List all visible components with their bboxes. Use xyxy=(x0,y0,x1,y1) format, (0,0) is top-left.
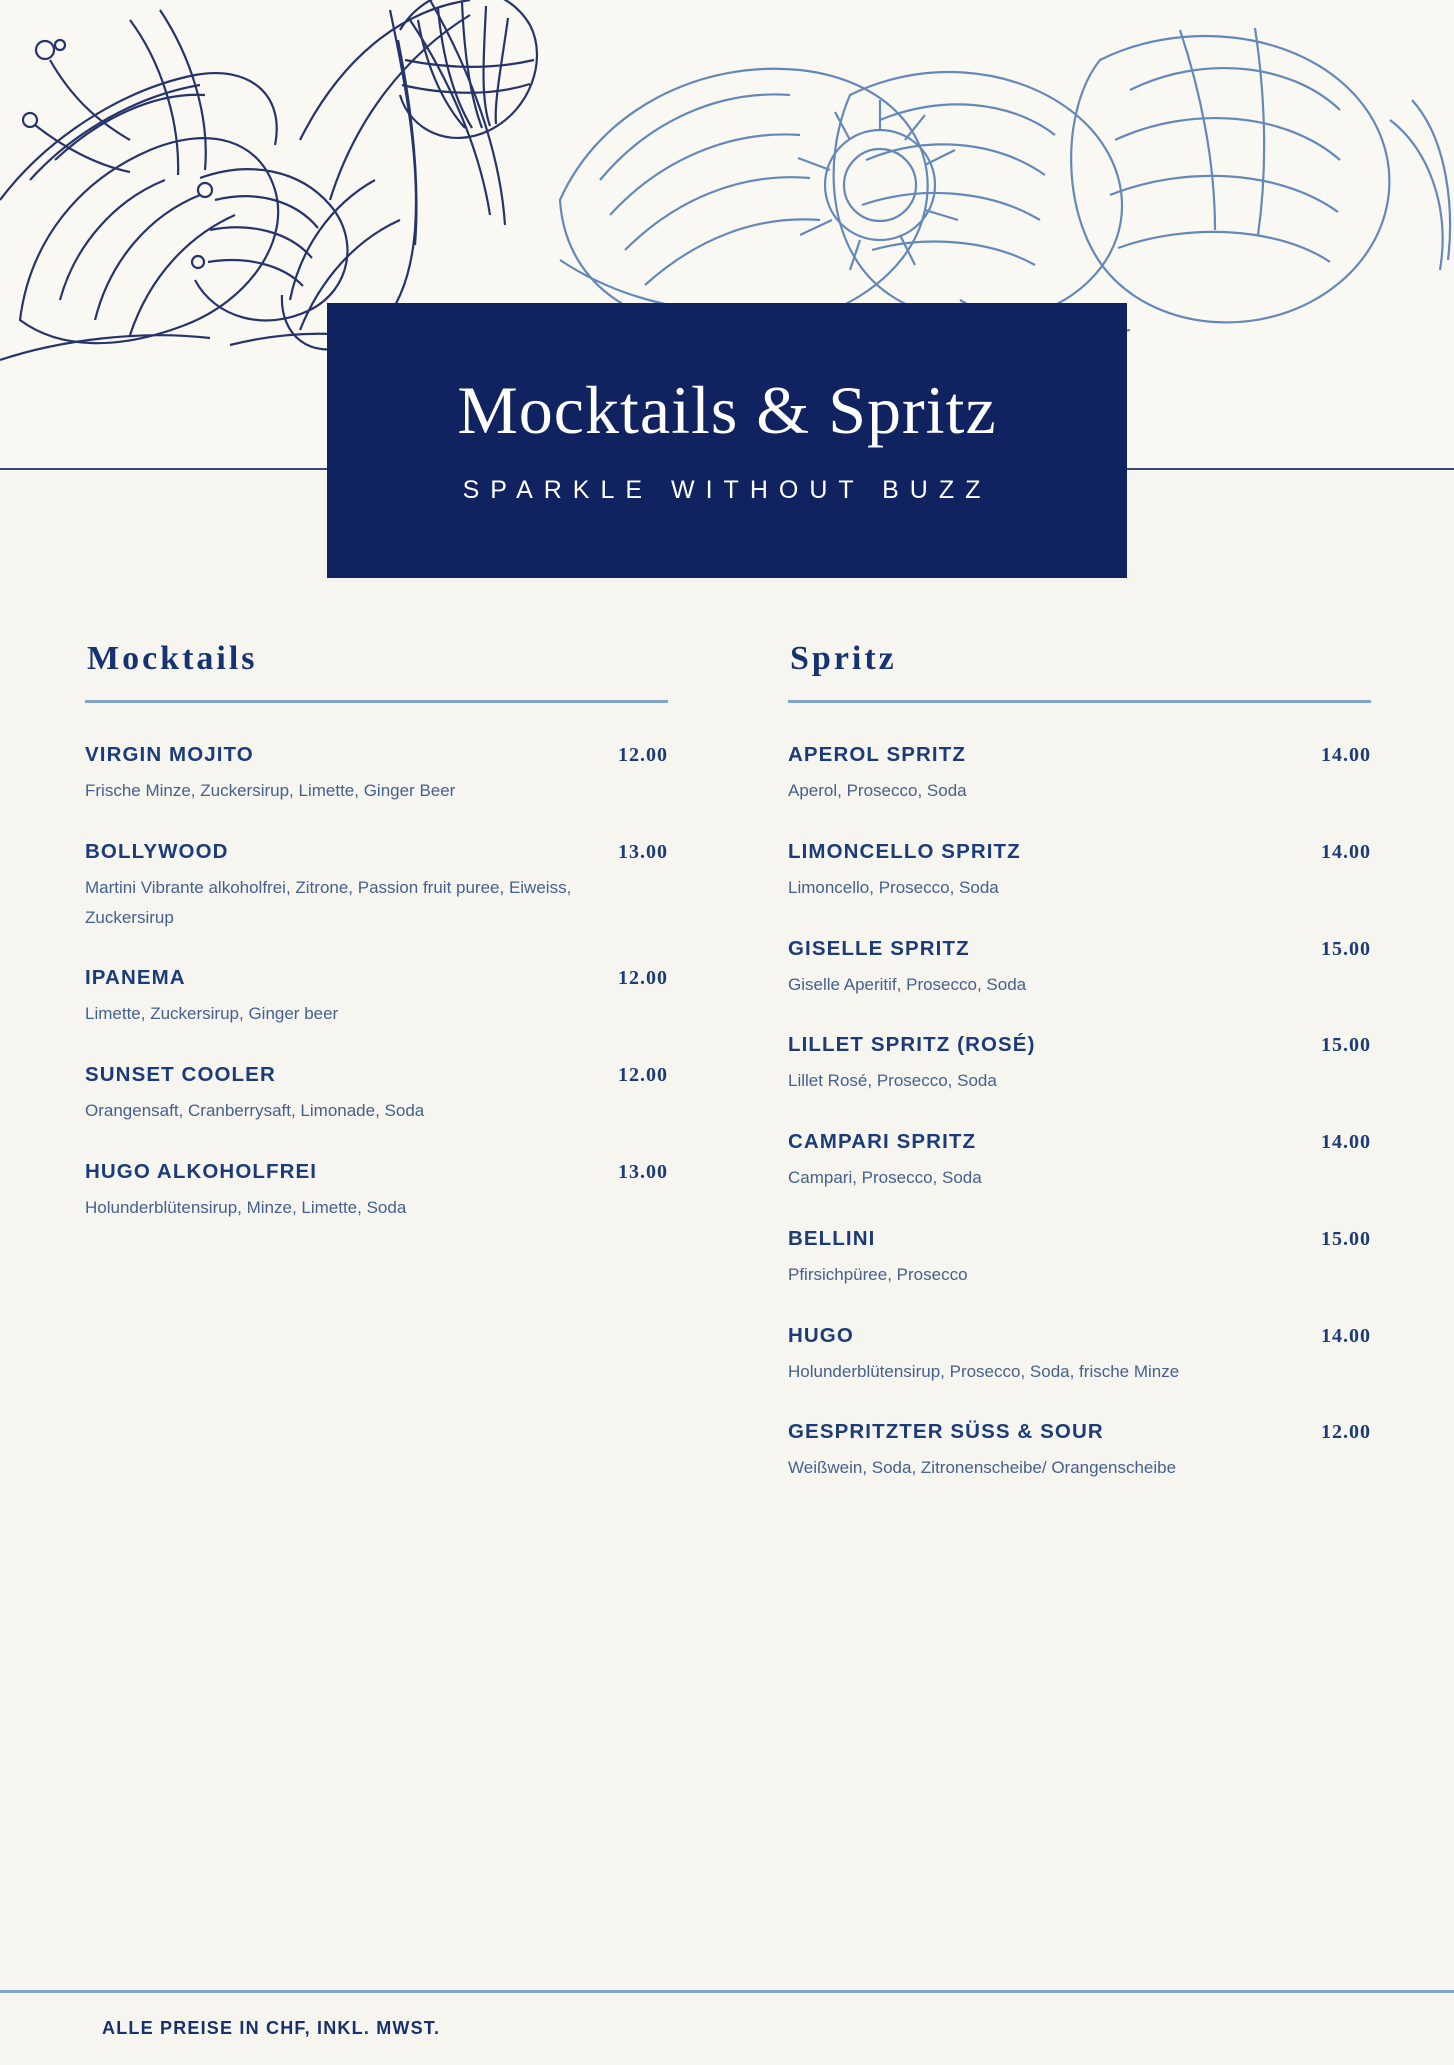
menu-item-name: HUGO ALKOHOLFREI xyxy=(85,1159,318,1183)
menu-item xyxy=(85,966,668,1029)
page-subtitle: SPARKLE WITHOUT BUZZ xyxy=(462,476,992,504)
menu-item-name: CAMPARI SPRITZ xyxy=(788,1130,977,1153)
menu-item-row xyxy=(788,1227,1371,1251)
menu-item xyxy=(85,743,668,806)
menu-item-price: 14.00 xyxy=(1321,744,1371,766)
menu-item-row xyxy=(85,1160,668,1184)
menu-item-row xyxy=(788,1130,1371,1154)
menu-item xyxy=(788,937,1371,1000)
menu-item-row xyxy=(788,743,1371,767)
section-title: Spritz xyxy=(790,640,897,677)
menu-section-spritz xyxy=(788,640,1371,1517)
menu-item-name: APEROL SPRITZ xyxy=(788,743,966,766)
menu-item-name: IPANEMA xyxy=(85,966,186,990)
menu-item-price: 15.00 xyxy=(1321,1034,1371,1057)
menu-item-price: 12.00 xyxy=(618,744,668,766)
menu-item xyxy=(788,743,1371,806)
menu-item-price: 13.00 xyxy=(618,840,668,863)
menu-item-description: Martini Vibrante alkoholfrei, Zitrone, Passion fruit puree, Eiweiss, Zuckersirup xyxy=(85,877,572,927)
menu-item-row xyxy=(85,840,668,864)
menu-item-description: Lillet Rosé, Prosecco, Soda xyxy=(788,1071,997,1091)
menu-item-name: BELLINI xyxy=(788,1226,876,1250)
menu-item xyxy=(788,1324,1371,1387)
menu-item-price: 14.00 xyxy=(1321,840,1371,863)
menu-item-description: Orangensaft, Cranberrysaft, Limonade, Soda xyxy=(85,1101,425,1120)
menu-item-description: Holunderblütensirup, Prosecco, Soda, frische Minze xyxy=(788,1361,1180,1381)
menu-item-price: 12.00 xyxy=(618,1064,668,1086)
menu-item xyxy=(788,1130,1371,1193)
menu-item-description: Holunderblütensirup, Minze, Limette, Soda xyxy=(85,1197,407,1217)
menu-item xyxy=(85,1063,668,1126)
menu-item-row xyxy=(788,937,1371,961)
menu-item-row xyxy=(85,1063,668,1087)
menu-item-price: 15.00 xyxy=(1321,937,1371,960)
menu-item-row xyxy=(788,1324,1371,1348)
menu-item-description: Giselle Aperitif, Prosecco, Soda xyxy=(788,974,1027,994)
menu-item-price: 13.00 xyxy=(618,1160,668,1183)
menu-item-description: Aperol, Prosecco, Soda xyxy=(788,781,967,800)
menu-item-name: LIMONCELLO SPRITZ xyxy=(788,839,1021,863)
menu-item-row xyxy=(788,840,1371,864)
menu-item-price: 15.00 xyxy=(1321,1227,1371,1250)
menu-item-name: BOLLYWOOD xyxy=(85,839,229,863)
footer-note: ALLE PREISE IN CHF, INKL. MWST. xyxy=(102,2018,441,2038)
menu-item xyxy=(85,840,668,933)
menu-section-mocktails xyxy=(85,640,668,1517)
menu-item xyxy=(788,1033,1371,1096)
section-divider xyxy=(788,700,1371,703)
menu-item-price: 14.00 xyxy=(1321,1324,1371,1347)
page-title: Mocktails & Spritz xyxy=(457,372,997,448)
menu-item-description: Limette, Zuckersirup, Ginger beer xyxy=(85,1004,339,1024)
menu-item xyxy=(788,1420,1371,1483)
menu-item xyxy=(788,1227,1371,1290)
menu-item-description: Weißwein, Soda, Zitronenscheibe/ Orangenscheibe xyxy=(788,1458,1177,1478)
menu-columns xyxy=(0,640,1454,1517)
menu-item-name: SUNSET COOLER xyxy=(85,1063,276,1086)
menu-item-price: 12.00 xyxy=(1321,1421,1371,1444)
menu-item-row xyxy=(788,1033,1371,1057)
menu-item-description: Pfirsichpüree, Prosecco xyxy=(788,1264,968,1284)
menu-item-row xyxy=(788,1420,1371,1444)
section-title: Mocktails xyxy=(87,640,258,677)
title-box xyxy=(327,303,1127,578)
menu-item-description: Frische Minze, Zuckersirup, Limette, Ginger Beer xyxy=(85,781,456,800)
menu-item-name: GESPRITZTER SÜSS & SOUR xyxy=(788,1420,1104,1444)
menu-item-row xyxy=(85,966,668,990)
section-divider xyxy=(85,700,668,703)
menu-item xyxy=(85,1160,668,1223)
footer-divider xyxy=(0,1990,1454,1993)
menu-item-name: VIRGIN MOJITO xyxy=(85,743,254,766)
menu-item-description: Campari, Prosecco, Soda xyxy=(788,1168,982,1187)
menu-item xyxy=(788,840,1371,903)
menu-item-name: GISELLE SPRITZ xyxy=(788,936,970,960)
menu-item-name: LILLET SPRITZ (ROSÉ) xyxy=(788,1033,1036,1057)
menu-item-price: 12.00 xyxy=(618,967,668,990)
menu-item-price: 14.00 xyxy=(1321,1131,1371,1153)
menu-item-row xyxy=(85,743,668,767)
menu-item-description: Limoncello, Prosecco, Soda xyxy=(788,877,999,897)
menu-item-name: HUGO xyxy=(788,1323,854,1347)
